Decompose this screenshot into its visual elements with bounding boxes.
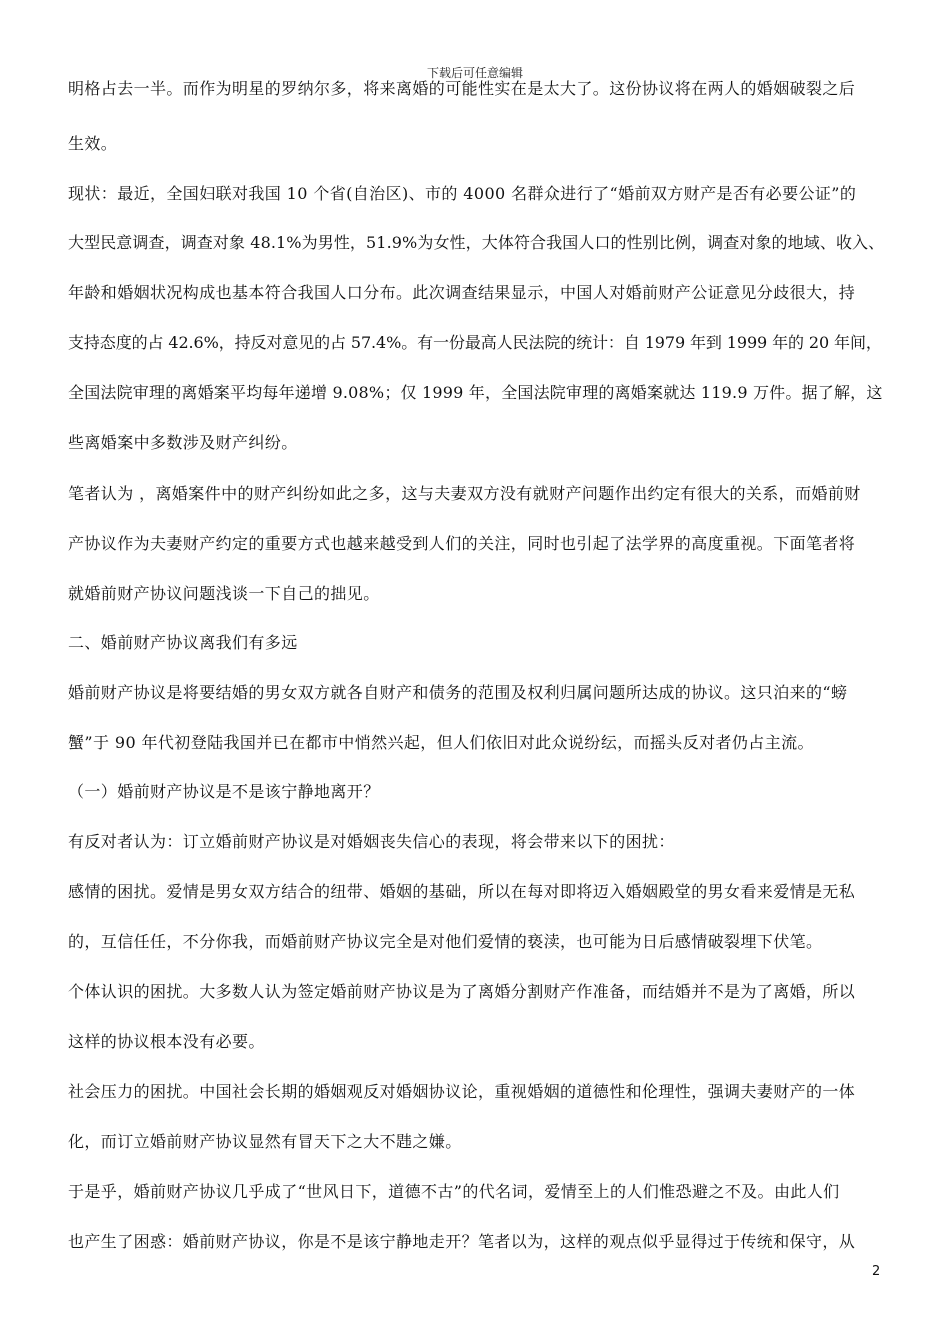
paragraph-line: 婚前财产协议是将要结婚的男女双方就各自财产和债务的范围及权利归属问题所达成的协议。这只泊来的“螃 [68, 683, 848, 702]
paragraph-line: 也产生了困惑：婚前财产协议，你是不是该宁静地走开？笔者以为，这样的观点似乎显得过于传统和保守，从 [68, 1232, 856, 1251]
subsection-heading: （一）婚前财产协议是不是该宁静地离开？ [68, 782, 380, 801]
paragraph-line: 生效。 [68, 134, 118, 153]
page-header: 下载后可任意编辑 [426, 66, 523, 80]
paragraph-line: 化，而订立婚前财产协议显然有冒天下之大不韪之嫌。 [68, 1132, 462, 1151]
paragraph-line: 年龄和婚姻状况构成也基本符合我国人口分布。此次调查结果显示，中国人对婚前财产公证意见分歧很大，持 [68, 283, 856, 302]
paragraph-line: 于是乎，婚前财产协议几乎成了“世风日下，道德不古”的代名词，爱情至上的人们惟恐避之不及。由此人们 [68, 1182, 840, 1201]
page-number: 2 [872, 1264, 881, 1279]
paragraph-line: 大型民意调查，调查对象 48.1%为男性，51.9%为女性，大体符合我国人口的性别比例，调查对象的地域、收入、 [68, 233, 885, 252]
paragraph-line: 支持态度的占 42.6%，持反对意见的占 57.4%。有一份最高人民法院的统计：自 1979 年到 1999 年的 20 年间， [68, 333, 882, 352]
paragraph-line: 这样的协议根本没有必要。 [68, 1032, 265, 1051]
paragraph-line: 就婚前财产协议问题浅谈一下自己的拙见。 [68, 584, 380, 603]
section-heading: 二、婚前财产协议离我们有多远 [68, 633, 298, 652]
paragraph-line: 感情的困扰。爱情是男女双方结合的纽带、婚姻的基础，所以在每对即将迈入婚姻殿堂的男女看来爱情是无私 [68, 882, 856, 901]
paragraph-line: 个体认识的困扰。大多数人认为签定婚前财产协议是为了离婚分割财产作准备，而结婚并不是为了离婚，所以 [68, 982, 856, 1001]
paragraph-line: 全国法院审理的离婚案平均每年递增 9.08%；仅 1999 年，全国法院审理的离婚案就达 119.9 万件。据了解，这 [68, 383, 883, 402]
paragraph-line: 现状：最近，全国妇联对我国 10 个省(自治区)、市的 4000 名群众进行了“婚前双方财产是否有必要公证”的 [68, 184, 857, 203]
paragraph-line: 有反对者认为：订立婚前财产协议是对婚姻丧失信心的表现，将会带来以下的困扰： [68, 832, 675, 851]
paragraph-line: 蟹”于 90 年代初登陆我国并已在都市中悄然兴起，但人们依旧对此众说纷纭，而摇头反对者仍占主流。 [68, 733, 814, 752]
paragraph-line: 明格占去一半。而作为明星的罗纳尔多，将来离婚的可能性实在是太大了。这份协议将在两人的婚姻破裂之后 [68, 79, 856, 98]
paragraph-line: 产协议作为夫妻财产约定的重要方式也越来越受到人们的关注，同时也引起了法学界的高度重视。下面笔者将 [68, 534, 856, 553]
paragraph-line: 笔者认为 ，离婚案件中的财产纠纷如此之多，这与夫妻双方没有就财产问题作出约定有很大的关系，而婚前财 [68, 484, 861, 503]
paragraph-line: 的，互信任任，不分你我，而婚前财产协议完全是对他们爱情的亵渎，也可能为日后感情破裂埋下伏笔。 [68, 932, 823, 951]
paragraph-line: 社会压力的困扰。中国社会长期的婚姻观反对婚姻协议论，重视婚姻的道德性和伦理性，强调夫妻财产的一体 [68, 1082, 856, 1101]
paragraph-line: 些离婚案中多数涉及财产纠纷。 [68, 433, 298, 452]
